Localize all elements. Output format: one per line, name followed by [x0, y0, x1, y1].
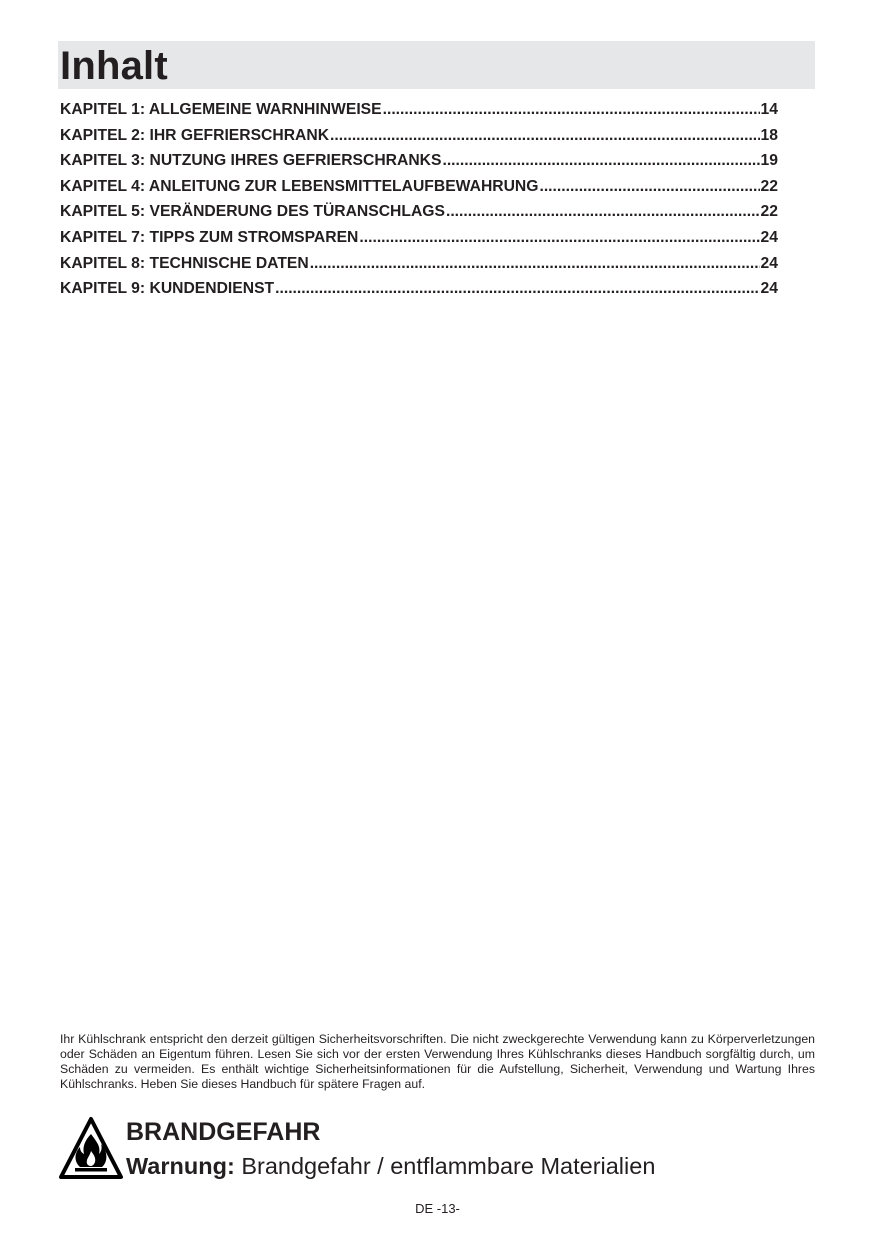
toc-leader-dots [446, 203, 760, 221]
toc-leader-dots [539, 178, 759, 196]
toc-entry-label: KAPITEL 9: KUNDENDIENST [60, 280, 275, 298]
page-number: DE -13- [415, 1201, 460, 1216]
toc-entry-label: KAPITEL 4: ANLEITUNG ZUR LEBENSMITTELAUFBEWAHRUNG [60, 177, 539, 195]
toc-leader-dots [442, 152, 759, 170]
intro-paragraph: Ihr Kühlschrank entspricht den derzeit gültigen Sicherheitsvorschriften. Die nicht zweckgerechte Verwendung kann zu Körperverletzungen oder Schäden an Eigentum führen. Lesen Sie sich vor der ersten Verwendung Ihres Kühlschranks dieses Handbuch sorgfältig durch, um Schäden zu vermeiden. Es enthält wichtige Sicherheitsinformationen für die Aufstellung, Sicherheit, Verwendung und Wartung Ihres Kühlschranks. Heben Sie dieses Handbuch für spätere Fragen auf. [60, 1032, 815, 1091]
toc-entry-page: 22 [760, 203, 778, 221]
toc-entry-page: 14 [760, 101, 778, 118]
toc-leader-dots [383, 101, 760, 119]
toc-entry[interactable] [60, 127, 778, 153]
toc-entry[interactable] [60, 178, 778, 204]
toc-entry[interactable] [60, 101, 778, 127]
toc-entry-page: 19 [760, 152, 778, 170]
toc-entry-label: KAPITEL 5: VERÄNDERUNG DES TÜRANSCHLAGS [60, 203, 445, 221]
warning-text: Brandgefahr / entflammbare Materialien [241, 1153, 656, 1179]
toc-entry-page: 18 [760, 126, 778, 144]
toc-leader-dots [359, 229, 759, 247]
warning-heading: BRANDGEFAHR [126, 1118, 321, 1146]
toc-entry-page: 22 [760, 177, 778, 195]
toc-entry-label: KAPITEL 1: ALLGEMEINE WARNHINWEISE [60, 101, 382, 118]
toc-entry-label: KAPITEL 8: TECHNISCHE DATEN [60, 254, 309, 272]
toc-entry-page: 24 [760, 280, 778, 298]
toc-leader-dots [330, 127, 760, 145]
toc-entry-label: KAPITEL 2: IHR GEFRIERSCHRANK [60, 126, 330, 144]
toc-entry[interactable] [60, 280, 778, 306]
toc-entry[interactable] [60, 255, 778, 281]
fire-hazard-icon [58, 1116, 124, 1182]
toc-entry[interactable] [60, 229, 778, 255]
fire-warning [58, 1116, 818, 1186]
table-of-contents [60, 101, 778, 306]
toc-entry[interactable] [60, 203, 778, 229]
toc-leader-dots [275, 280, 759, 298]
toc-entry-label: KAPITEL 3: NUTZUNG IHRES GEFRIERSCHRANKS [60, 152, 442, 170]
warning-label: Warnung: [126, 1153, 235, 1179]
warning-line [126, 1151, 655, 1181]
toc-entry-page: 24 [760, 228, 778, 246]
page-title: Inhalt [60, 44, 168, 88]
title-bar [58, 41, 815, 89]
toc-entry-label: KAPITEL 7: TIPPS ZUM STROMSPAREN [60, 228, 359, 246]
toc-entry-page: 24 [760, 254, 778, 272]
toc-leader-dots [310, 255, 760, 273]
toc-entry[interactable] [60, 152, 778, 178]
